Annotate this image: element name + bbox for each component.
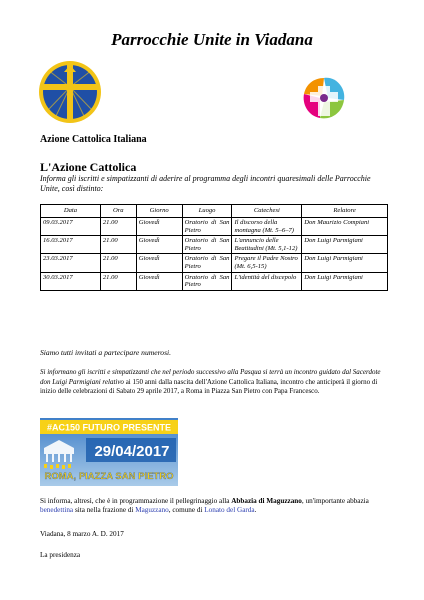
- pilgrimage-text: Si informa, altresì, che è in programmazione il pellegrinaggio alla: [40, 497, 232, 505]
- cell-time: 21.00: [100, 236, 136, 254]
- cell-speaker: Don Luigi Parmigiani: [302, 254, 388, 272]
- pilgrimage-text: , un'importante abbazia: [301, 497, 369, 505]
- banner-line-2: 29/04/2017: [94, 443, 170, 460]
- organization-name: Azione Cattolica Italiana: [40, 134, 147, 145]
- link-maguzzano[interactable]: Maguzzano: [135, 506, 169, 515]
- cell-date: 09.03.2017: [41, 218, 101, 236]
- column-header-luogo: Luogo: [182, 205, 232, 218]
- table-row: [41, 272, 388, 290]
- parish-logo: [298, 72, 350, 124]
- pilgrimage-text: .: [254, 506, 257, 515]
- ac150-banner: [40, 418, 178, 486]
- cell-speaker: Don Luigi Parmigiani: [302, 272, 388, 290]
- cell-speaker: Don Maurizio Compiani: [302, 218, 388, 236]
- intro-text: Informa gli iscritti e simpatizzanti di aderire al programma degli incontri quaresimali delle Parrocchie Unite, così distinto:: [40, 174, 371, 193]
- cell-time: 21.00: [100, 272, 136, 290]
- cell-day: Giovedì: [136, 236, 182, 254]
- cell-place: Oratorio di San Pietro: [182, 236, 232, 254]
- column-header-giorno: Giorno: [136, 205, 182, 218]
- cell-catechesis: Il discorso della montagna (Mt. 5–6–7): [232, 218, 302, 236]
- cell-time: 21.00: [100, 218, 136, 236]
- column-header-ora: Ora: [100, 205, 136, 218]
- schedule-table: [40, 204, 388, 291]
- abbey-name: Abbazia di Maguzzano: [231, 497, 302, 505]
- cell-day: Giovedì: [136, 218, 182, 236]
- banner-line-3: ROMA, PIAZZA SAN PIETRO: [44, 471, 174, 482]
- date-line: Viadana, 8 marzo A. D. 2017: [40, 530, 124, 538]
- azione-cattolica-logo: [38, 60, 102, 124]
- cell-day: Giovedì: [136, 272, 182, 290]
- cell-catechesis: L'identità del discepolo: [232, 272, 302, 290]
- pilgrimage-text: sita nella frazione di: [73, 506, 136, 515]
- signature: La presidenza: [40, 551, 81, 559]
- cell-place: Oratorio di San Pietro: [182, 272, 232, 290]
- info-italic-text: Si informano gli iscritti e simpatizzanti che nel periodo successivo alla Pasqua si terrà un incontro guidato dal Sacerdote don Luigi Parmigiani relativo: [40, 368, 381, 386]
- cell-catechesis: Pregare il Padre Nostro (Mt. 6,5-15): [232, 254, 302, 272]
- cell-place: Oratorio di San Pietro: [182, 254, 232, 272]
- pilgrimage-paragraph: [40, 497, 390, 516]
- cell-day: Giovedì: [136, 254, 182, 272]
- cell-speaker: Don Luigi Parmigiani: [302, 236, 388, 254]
- cell-time: 21.00: [100, 254, 136, 272]
- table-row: [41, 218, 388, 236]
- table-header-row: [41, 205, 388, 218]
- cell-date: 23.03.2017: [41, 254, 101, 272]
- link-benedettina[interactable]: benedettina: [40, 506, 74, 515]
- pilgrimage-text: , comune di: [168, 506, 205, 515]
- column-header-data: Data: [41, 205, 101, 218]
- link-lonato-del-garda[interactable]: Lonato del Garda: [204, 506, 255, 515]
- cell-catechesis: L'annuncio delle Beatitudini (Mt. 5,1-12): [232, 236, 302, 254]
- column-header-catechesi: Catechesi: [232, 205, 302, 218]
- section-title: L'Azione Cattolica: [40, 160, 137, 174]
- info-normal-text: ai 150 anni dalla nascita dell'Azione Cattolica Italiana, incontro che anticiperà il giorno di inizio delle celebrazioni di Sabato 29 aprile 2017, a Roma in Piazza San Pietro con Papa Francesco.: [40, 377, 378, 396]
- invite-text: Siamo tutti invitati a partecipare numerosi.: [40, 348, 172, 357]
- table-row: [41, 236, 388, 254]
- banner-line-1: #AC150 FUTURO PRESENTE: [46, 422, 172, 433]
- cell-date: 30.03.2017: [41, 272, 101, 290]
- page-title: Parrocchie Unite in Viadana: [111, 30, 313, 49]
- info-paragraph: [40, 368, 390, 397]
- table-row: [41, 254, 388, 272]
- cell-date: 16.03.2017: [41, 236, 101, 254]
- column-header-relatore: Relatore: [302, 205, 388, 218]
- cell-place: Oratorio di San Pietro: [182, 218, 232, 236]
